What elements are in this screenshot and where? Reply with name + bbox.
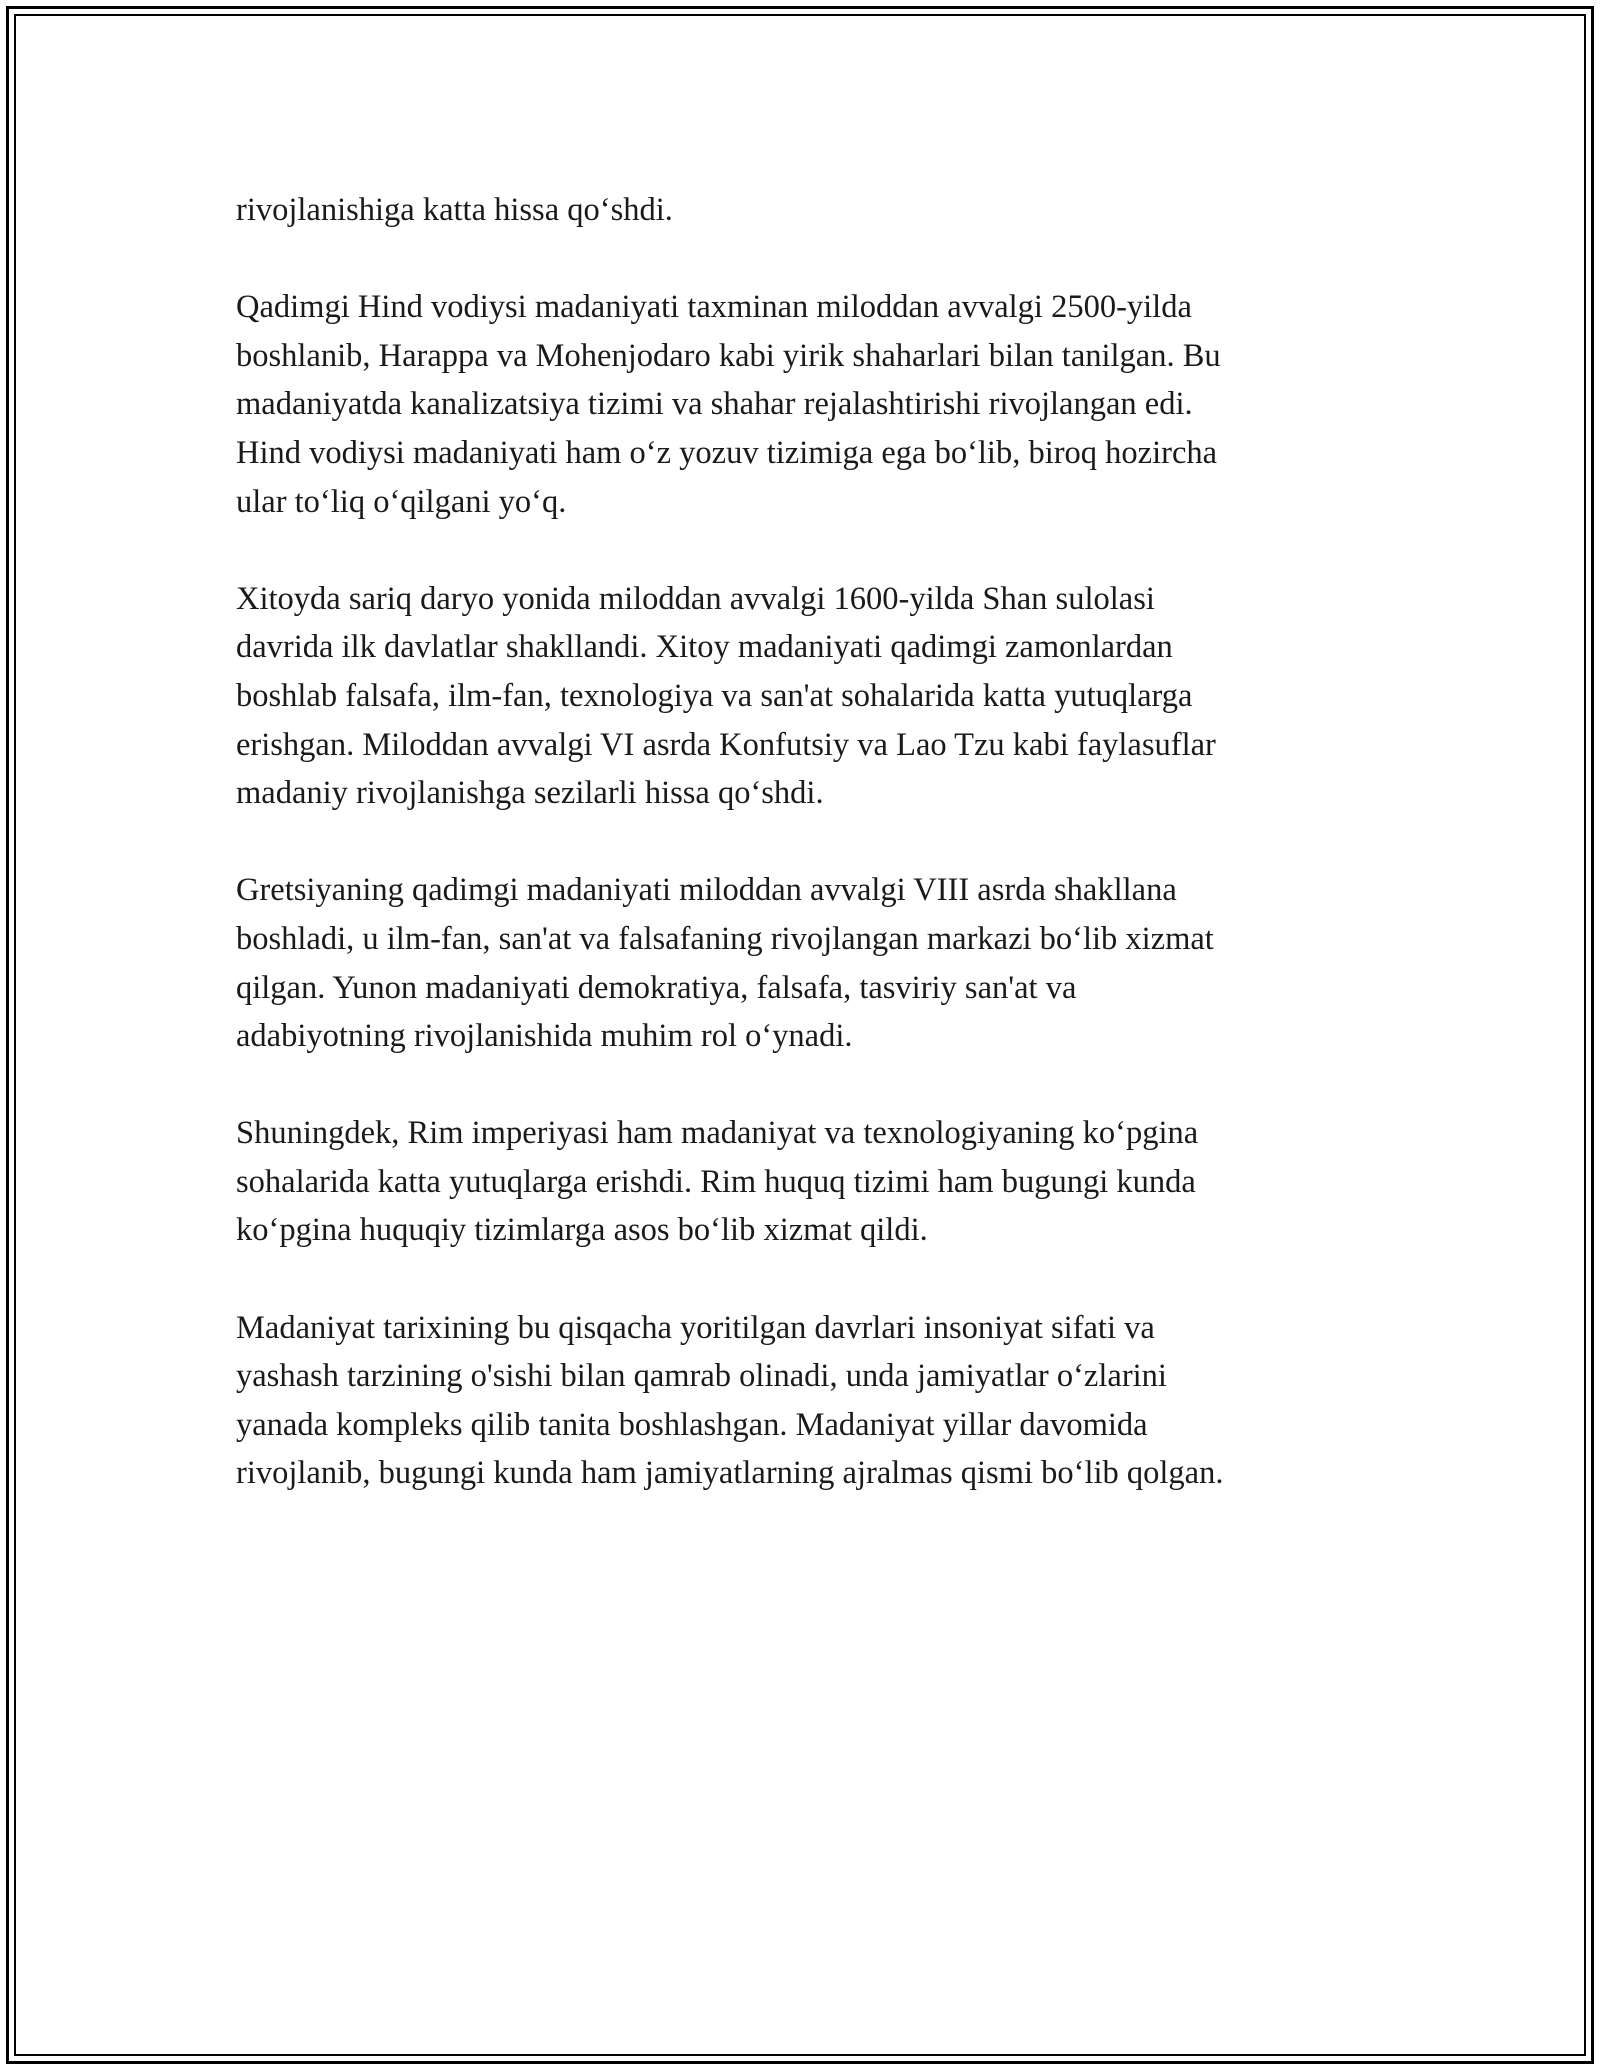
text-line: madaniyatda kanalizatsiya tizimi va shahar rejalashtirishi rivojlangan edi. <box>236 386 1193 423</box>
text-line: Madaniyat tarixining bu qisqacha yoritilgan davrlari insoniyat sifati va <box>236 1309 1155 1346</box>
paragraph <box>236 1109 1376 1255</box>
text-line: rivojlanishiga katta hissa qo‘shdi. <box>236 192 673 228</box>
text-line: ko‘pgina huquqiy tizimlarga asos bo‘lib xizmat qildi. <box>236 1212 928 1249</box>
paragraph <box>236 866 1376 1060</box>
text-line: adabiyotning rivojlanishida muhim rol o‘ynadi. <box>236 1018 853 1055</box>
paragraph <box>236 1304 1376 1498</box>
text-line: erishgan. Miloddan avvalgi VI asrda Konfutsiy va Lao Tzu kabi faylasuflar <box>236 726 1216 763</box>
text-line: madaniy rivojlanishga sezilarli hissa qo‘shdi. <box>236 775 824 812</box>
text-line: Hind vodiysi madaniyati ham o‘z yozuv tizimiga ega bo‘lib, biroq hozircha <box>236 434 1218 471</box>
paragraph <box>236 575 1376 818</box>
text-line: yashash tarzining o'sishi bilan qamrab olinadi, unda jamiyatlar o‘zlarini <box>236 1358 1167 1395</box>
text-line: ular to‘liq o‘qilgani yo‘q. <box>236 483 567 520</box>
text-line: Shuningdek, Rim imperiyasi ham madaniyat va texnologiyaning ko‘pgina <box>236 1115 1199 1152</box>
text-line: yanada kompleks qilib tanita boshlashgan. Madaniyat yillar davomida <box>236 1406 1148 1443</box>
text-line: qilgan. Yunon madaniyati demokratiya, falsafa, tasviriy san'at va <box>236 969 1077 1006</box>
paragraph <box>236 283 1376 526</box>
text-line: boshladi, u ilm-fan, san'at va falsafaning rivojlangan markazi bo‘lib xizmat <box>236 920 1214 957</box>
text-line: davrida ilk davlatlar shakllandi. Xitoy madaniyati qadimgi zamonlardan <box>236 629 1173 666</box>
text-line: rivojlanib, bugungi kunda ham jamiyatlarning ajralmas qismi bo‘lib qolgan. <box>236 1455 1224 1492</box>
text-line: Qadimgi Hind vodiysi madaniyati taxminan miloddan avvalgi 2500-yilda <box>236 289 1192 326</box>
paragraph <box>236 186 1376 235</box>
document-body <box>236 186 1376 1547</box>
text-line: Xitoyda sariq daryo yonida miloddan avvalgi 1600-yilda Shan sulolasi <box>236 580 1155 617</box>
text-line: boshlanib, Harappa va Mohenjodaro kabi yirik shaharlari bilan tanilgan. Bu <box>236 337 1221 374</box>
text-line: boshlab falsafa, ilm-fan, texnologiya va san'at sohalarida katta yutuqlarga <box>236 677 1193 714</box>
text-line: Gretsiyaning qadimgi madaniyati miloddan avvalgi VIII asrda shakllana <box>236 872 1177 909</box>
text-line: sohalarida katta yutuqlarga erishdi. Rim huquq tizimi ham bugungi kunda <box>236 1163 1196 1200</box>
